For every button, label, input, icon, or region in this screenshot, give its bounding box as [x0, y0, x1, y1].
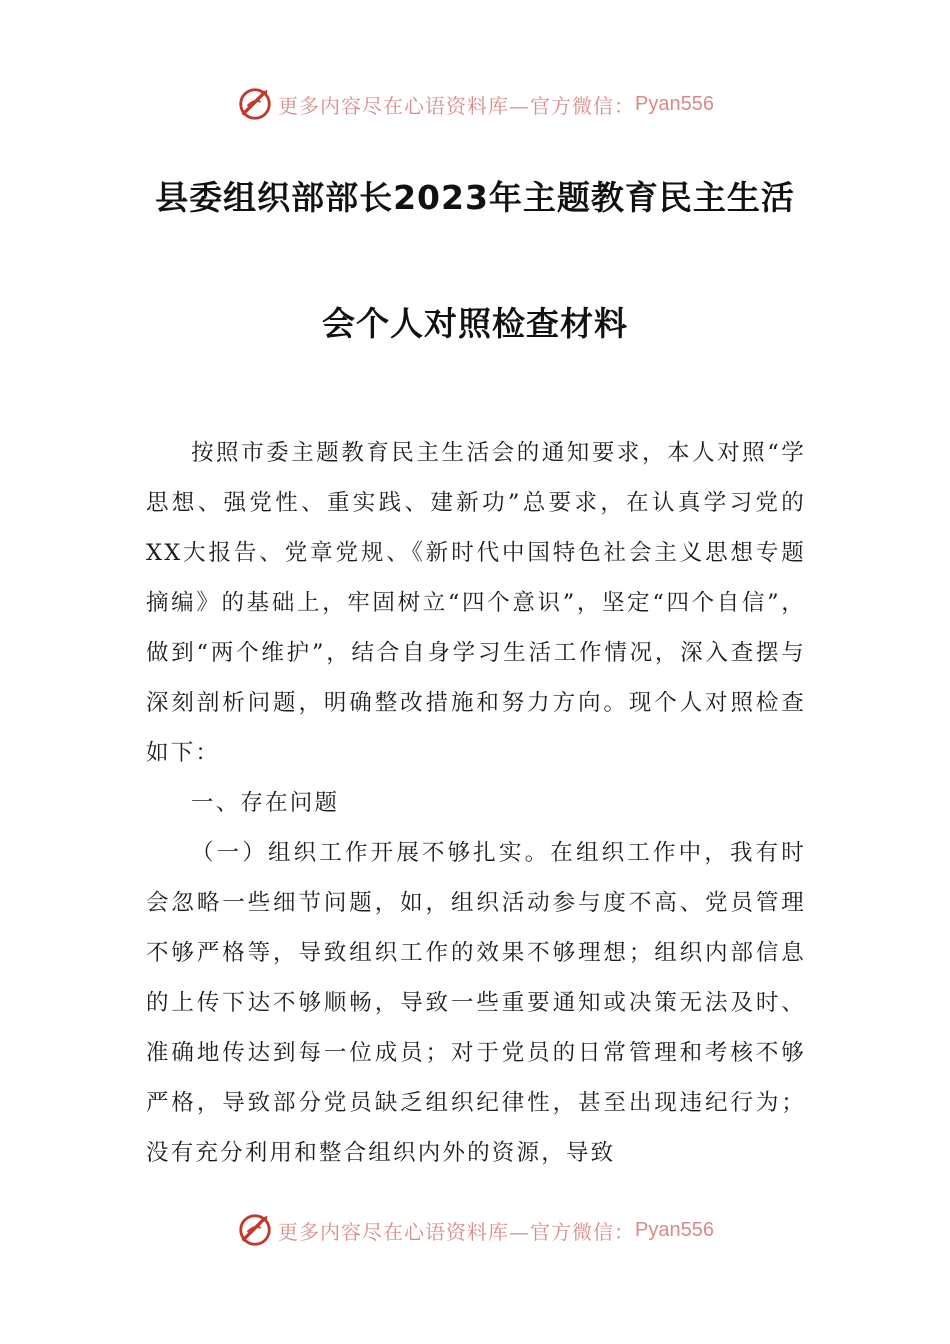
- pen-logo-icon: [236, 85, 274, 123]
- document-body: [146, 428, 806, 1178]
- document-title-line2: 会个人对照检查材料: [322, 304, 628, 343]
- document-title-line1: 县委组织部部长2023年主题教育民主生活: [155, 178, 795, 217]
- intro-paragraph: 按照市委主题教育民主生活会的通知要求，本人对照“学思想、强党性、重实践、建新功”总要求，在认真学习党的XX大报告、党章党规、《新时代中国特色社会主义思想专题摘编》的基础上，牢固树立“四个意识”，坚定“四个自信”，做到“两个维护”，结合自身学习生活工作情况，深入查摆与深刻剖析问题，明确整改措施和努力方向。现个人对照检查如下：: [146, 440, 806, 766]
- watermark-text: 更多内容尽在心语资料库—官方微信：: [278, 1219, 636, 1244]
- watermark-handle: Pyan556: [635, 92, 714, 115]
- section-heading: 一、存在问题: [191, 790, 340, 816]
- pen-logo-icon: [236, 1211, 274, 1249]
- header-watermark: [0, 82, 950, 126]
- issue-paragraph-1: （一）组织工作开展不够扎实。在组织工作中，我有时会忽略一些细节问题，如，组织活动参与度不高、党员管理不够严格等，导致组织工作的效果不够理想；组织内部信息的上传下达不够顺畅，导致一些重要通知或决策无法及时、准确地传达到每一位成员；对于党员的日常管理和考核不够严格，导致部分党员缺乏组织纪律性，甚至出现违纪行为；没有充分利用和整合组织内外的资源，导致: [146, 840, 806, 1166]
- watermark-handle: Pyan556: [635, 1218, 714, 1241]
- watermark-text: 更多内容尽在心语资料库—官方微信：: [278, 93, 636, 118]
- footer-watermark: [0, 1208, 950, 1252]
